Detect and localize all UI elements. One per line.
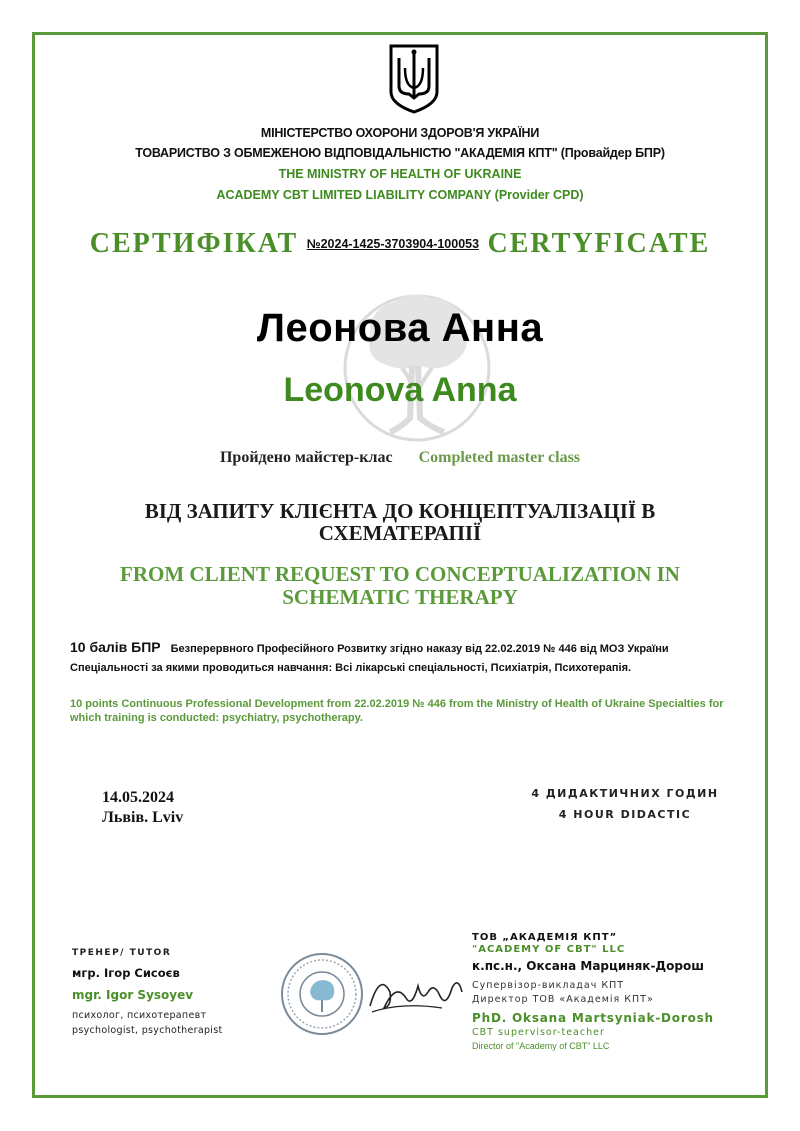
director-role-ua-1: Супервізор-викладач КПТ — [472, 980, 625, 991]
tutor-name-en: mgr. Igor Sysoyev — [72, 988, 194, 1002]
tutor-name-ua: мгр. Ігор Сисоєв — [72, 966, 180, 980]
director-role-en-1: CBT supervisor-teacher — [472, 1027, 605, 1038]
event-city: Львів. Lviv — [102, 809, 184, 826]
event-date: 14.05.2024 — [102, 789, 174, 806]
academy-org-en: "ACADEMY OF CBT" LLC — [472, 944, 626, 955]
header-ministry-en: THE MINISTRY OF HEALTH OF UKRAINE — [278, 167, 522, 181]
company-seal-icon — [280, 952, 364, 1036]
tutor-role-en: psychologist, psychotherapist — [72, 1025, 223, 1036]
director-signature — [362, 962, 472, 1022]
trident-emblem-icon — [387, 42, 441, 116]
completed-line — [0, 449, 800, 467]
recipient-name-en: Leonova Anna — [283, 371, 517, 409]
director-name-en: PhD. Oksana Martsyniak-Dorosh — [472, 1011, 714, 1025]
header-company-en: ACADEMY CBT LIMITED LIABILITY COMPANY (Provider CPD) — [216, 188, 584, 202]
tutor-label: ТРЕНЕР/ TUTOR — [72, 948, 172, 958]
certificate-number: №2024-1425-3703904-100053 — [306, 237, 480, 251]
points-description-en: 10 points Continuous Professional Development from 22.02.2019 № 446 from the Ministry of Health of Ukraine Specialties for which training is conducted: psychiatry, psychotherapy. — [70, 698, 724, 724]
recipient-name-ua: Леонова Анна — [256, 306, 544, 350]
tutor-block — [72, 948, 272, 1038]
hours-ua: 4 ДИДАКТИЧНИХ ГОДИН — [531, 787, 719, 800]
certificate-word-en: CERTYFICATE — [487, 228, 711, 259]
points-count-ua: 10 балів БПР — [70, 639, 161, 655]
course-title-en: FROM CLIENT REQUEST TO CONCEPTUALIZATION IN SCHEMATIC THERAPY — [120, 562, 680, 609]
director-name-ua: к.пс.н., Оксана Марциняк-Дорош — [472, 959, 704, 973]
certificate-title-row — [0, 228, 800, 260]
director-role-ua-2: Директор ТОВ «Академія КПТ» — [472, 994, 654, 1005]
didactic-hours-block — [510, 783, 740, 825]
points-text-ua: Безперервного Професійного Розвитку згідно наказу від 22.02.2019 № 446 від МОЗ України — [170, 643, 669, 655]
tutor-role-ua: психолог, психотерапевт — [72, 1010, 207, 1021]
academy-director-block — [472, 932, 752, 1051]
header-ministry-ua: МІНІСТЕРСТВО ОХОРОНИ ЗДОРОВ'Я УКРАЇНИ — [260, 126, 540, 140]
course-title-ua: ВІД ЗАПИТУ КЛІЄНТА ДО КОНЦЕПТУАЛІЗАЦІЇ В СХЕМАТЕРАПІЇ — [144, 499, 656, 545]
points-description-ua — [70, 638, 740, 678]
hours-en: 4 HOUR DIDACTIC — [558, 808, 692, 821]
completed-label-ua: Пройдено майстер-клас — [219, 449, 393, 466]
header-company-ua: ТОВАРИСТВО З ОБМЕЖЕНОЮ ВІДПОВІДАЛЬНІСТЮ "АКАДЕМІЯ КПТ" (Провайдер БПР) — [135, 146, 665, 160]
specialties-text-ua: Спеціальності за якими проводиться навчання: Всі лікарські спеціальності, Психіатрія, Психотерапія. — [70, 662, 632, 674]
certificate-word-ua: СЕРТИФІКАТ — [89, 228, 299, 259]
academy-org-ua: ТОВ „АКАДЕМІЯ КПТ” — [472, 932, 618, 943]
event-date-block — [102, 788, 183, 828]
brain-tree-watermark-icon — [340, 268, 494, 458]
director-role-en-2: Director of "Academy of CBT" LLC — [472, 1041, 610, 1051]
completed-label-en: Completed master class — [418, 449, 581, 466]
